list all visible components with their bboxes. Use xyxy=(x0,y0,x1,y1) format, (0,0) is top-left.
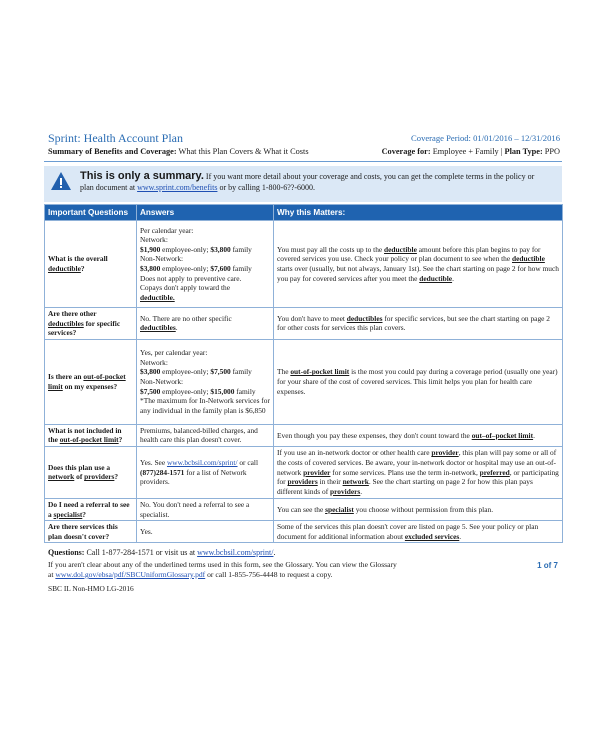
table-header-row xyxy=(45,205,563,221)
header-divider xyxy=(44,161,562,162)
table-row xyxy=(45,521,563,543)
warning-triangle-icon xyxy=(50,171,72,191)
question-cell: Do I need a referral to see a specialist? xyxy=(45,498,137,520)
glossary-link[interactable]: www.dol.gov/ebsa/pdf/SBCUniformGlossary.pdf xyxy=(55,570,206,579)
answer-cell: No. There are no other specific deductibles. xyxy=(137,308,274,340)
table-row xyxy=(45,308,563,340)
notice-title: This is only a summary. xyxy=(80,170,204,182)
question-cell: What is the overall deductible? xyxy=(45,221,137,308)
table-row xyxy=(45,221,563,308)
why-cell: You can see the specialist you choose without permission from this plan. xyxy=(274,498,563,520)
coverage-period: Coverage Period: 01/01/2016 – 12/31/2016 xyxy=(411,133,560,143)
answer-cell: Yes. xyxy=(137,521,274,543)
table-row xyxy=(45,424,563,446)
question-cell: Are there other deductibles for specific services? xyxy=(45,308,137,340)
answer-cell: Yes, per calendar year: Network: $3,800 employee-only; $7,500 family Non-Network: $7,500 employee-only; $15,000 family *The maximum for In-Network services for any individual in the family plan is $6,850 xyxy=(137,339,274,424)
plan-title: Sprint: Health Account Plan xyxy=(48,131,183,145)
question-cell: Is there an out-of-pocket limit on my expenses? xyxy=(45,339,137,424)
coverage-for: Coverage for: Employee + Family | Plan Type: PPO xyxy=(381,147,560,156)
header-important-questions: Important Questions xyxy=(45,205,137,221)
why-cell: You must pay all the costs up to the deductible amount before this plan begins to pay for covered services you use. Check your policy or plan document to see when the deductible starts over (usually, but not always, January 1st). See the chart starting on page 2 for how much you pay for covered services after you meet the deductible. xyxy=(274,221,563,308)
form-code: SBC IL Non-HMO LG-2016 xyxy=(48,584,134,593)
why-cell: You don't have to meet deductibles for specific services, but see the chart starting on page 2 for other costs for services this plan covers. xyxy=(274,308,563,340)
answer-cell: No. You don't need a referral to see a specialist. xyxy=(137,498,274,520)
why-cell: Some of the services this plan doesn't cover are listed on page 5. See your policy or plan document for additional information about excluded services. xyxy=(274,521,563,543)
summary-notice-box xyxy=(44,166,562,202)
table-row xyxy=(45,446,563,498)
questions-line: Questions: Call 1-877-284-1571 or visit us at www.bcbsil.com/sprint/. xyxy=(48,548,276,557)
answer-cell: Yes. See www.bcbsil.com/sprint/ or call (877)284-1571 for a list of Network providers. xyxy=(137,446,274,498)
question-cell: What is not included in the out-of-pocket limit? xyxy=(45,424,137,446)
why-cell: The out-of-pocket limit is the most you could pay during a coverage period (usually one year) for your share of the cost of covered services. This limit helps you plan for health care expenses. xyxy=(274,339,563,424)
answer-cell: Premiums, balanced-billed charges, and health care this plan doesn't cover. xyxy=(137,424,274,446)
why-cell: Even though you pay these expenses, they don't count toward the out–of–pocket limit. xyxy=(274,424,563,446)
header-why-this-matters: Why this Matters: xyxy=(274,205,563,221)
summary-subtitle: Summary of Benefits and Coverage: What this Plan Covers & What it Costs xyxy=(48,147,309,156)
table-row xyxy=(45,339,563,424)
question-cell: Are there services this plan doesn't cover? xyxy=(45,521,137,543)
notice-text: This is only a summary. If you want more detail about your coverage and costs, you can get the complete terms in the policy or plan document at www.sprint.com/benefits or by calling 1-800-6??-6000. xyxy=(80,170,535,192)
benefits-table xyxy=(44,204,563,543)
questions-link[interactable]: www.bcbsil.com/sprint/ xyxy=(197,548,274,557)
question-cell: Does this plan use a network of providers? xyxy=(45,446,137,498)
page-number: 1 of 7 xyxy=(537,561,558,570)
network-link[interactable]: www.bcbsil.com/sprint/ xyxy=(166,458,238,468)
glossary-note: If you aren't clear about any of the underlined terms used in this form, see the Glossary. You can view the Glossary at www.dol.gov/ebsa/pdf/SBCUniformGlossary.pdf or call 1-855-756-4448 to request a copy. xyxy=(48,560,397,579)
why-cell: If you use an in-network doctor or other health care provider, this plan will pay some or all of the costs of covered services. Be aware, your in-network doctor or hospital may use an out-of-network provider for some services. Plans use the term in-network, preferred, or participating for providers in their network. See the chart starting on page 2 for how this plan pays different kinds of providers. xyxy=(274,446,563,498)
table-row xyxy=(45,498,563,520)
answer-cell: Per calendar year: Network: $1,900 employee-only; $3,800 family Non-Network: $3,800 employee-only; $7,600 family Does not apply to preventive care. Copays don't apply toward the deductible. xyxy=(137,221,274,308)
header-answers: Answers xyxy=(137,205,274,221)
benefits-link[interactable]: www.sprint.com/benefits xyxy=(137,183,218,192)
